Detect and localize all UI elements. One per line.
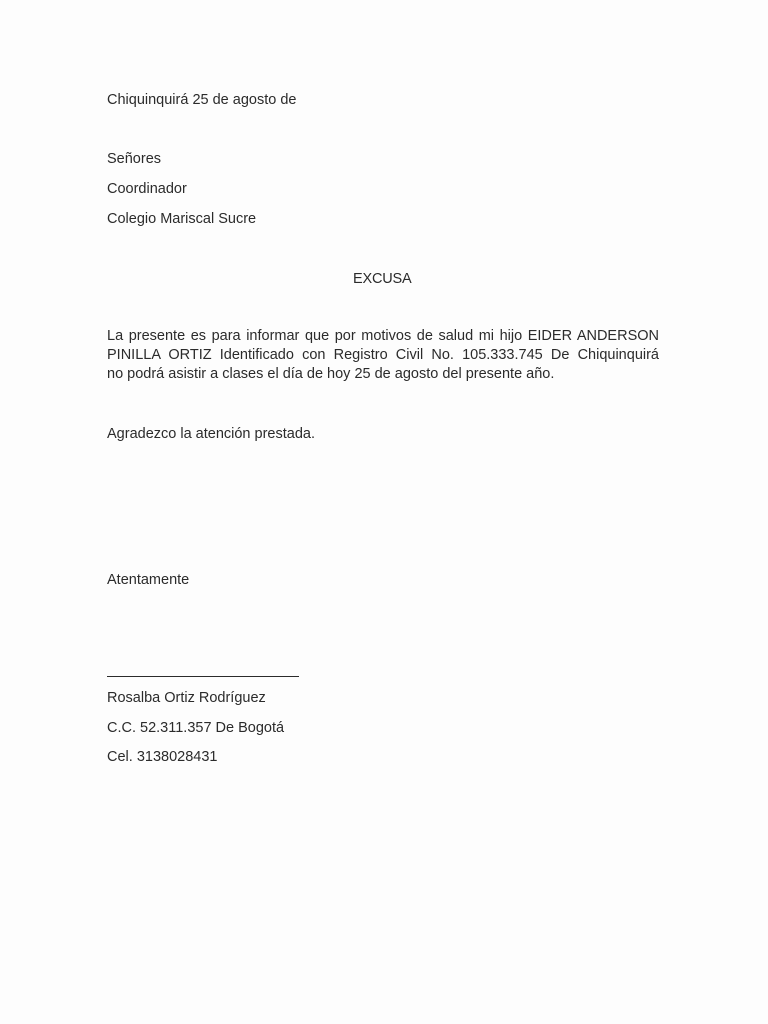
recipient-line-1: Señores [107, 151, 162, 167]
closing-line: Atentamente [107, 572, 190, 588]
signer-name: Rosalba Ortiz Rodríguez [107, 690, 266, 706]
body-line-1: La presente es para informar que por motivos de salud mi hijo EIDER ANDERSON [107, 328, 659, 344]
date-line: Chiquinquirá 25 de agosto de [107, 92, 297, 108]
recipient-line-3: Colegio Mariscal Sucre [107, 211, 257, 227]
body-paragraph [107, 327, 659, 384]
signature-underline [107, 676, 299, 677]
body-line-2: PINILLA ORTIZ Identificado con Registro Civil No. 105.333.745 De Chiquinquirá [107, 347, 659, 363]
signer-phone: Cel. 3138028431 [107, 749, 218, 765]
document-title: EXCUSA [353, 271, 412, 287]
body-line-3: no podrá asistir a clases el día de hoy 25 de agosto del presente año. [107, 366, 555, 382]
thanks-line: Agradezco la atención prestada. [107, 426, 315, 442]
recipient-line-2: Coordinador [107, 181, 187, 197]
signer-id: C.C. 52.311.357 De Bogotá [107, 720, 285, 736]
